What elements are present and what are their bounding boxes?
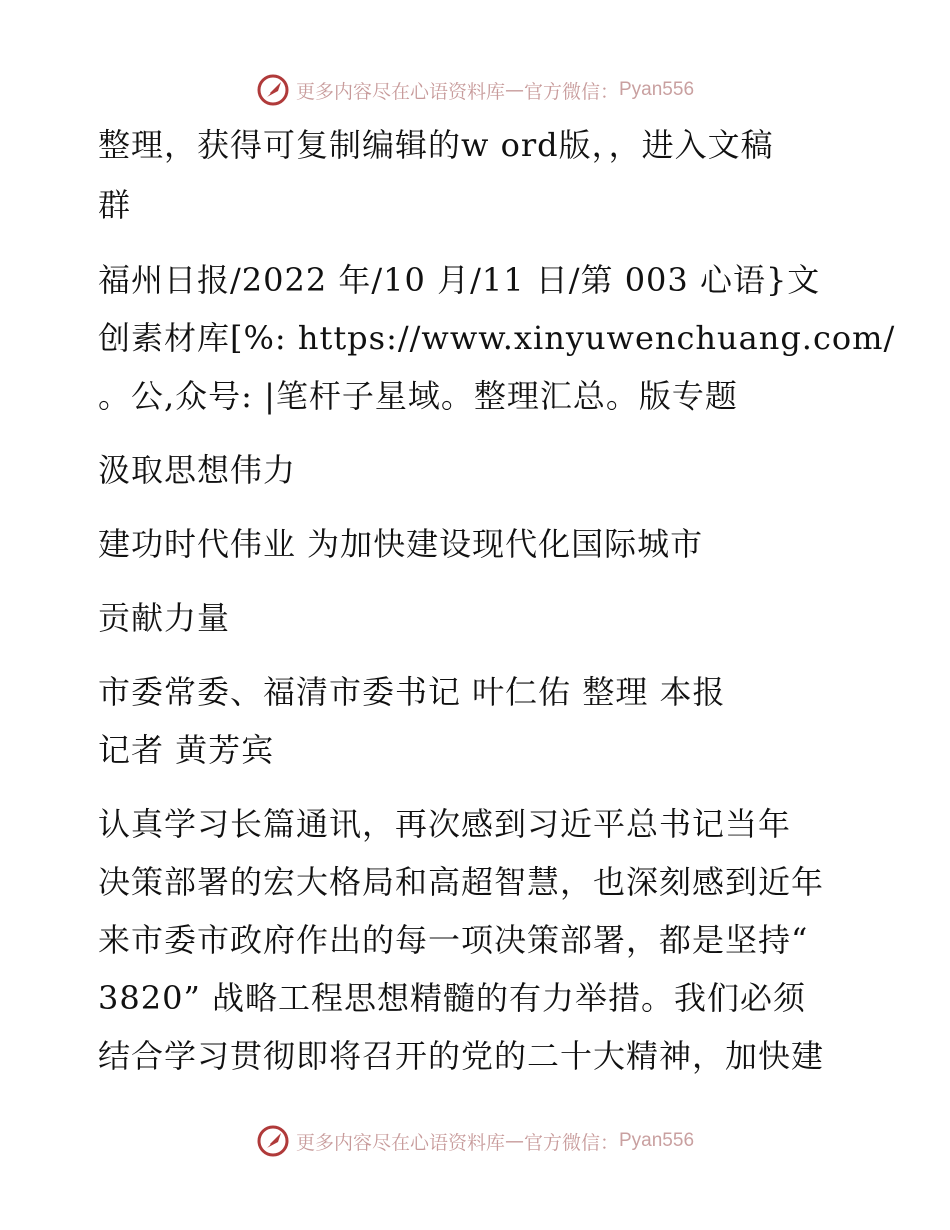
text-line-8: 贡献力量 [98, 599, 231, 637]
text-line-6: 汲取思想伟力 [98, 451, 297, 489]
wechat-label: 官方微信： [523, 80, 619, 103]
quill-logo-icon [256, 73, 290, 107]
wechat-id: Pyan556 [619, 1130, 695, 1151]
text-line-14: 3820” 战略工程思想精髓的有力举措。我们必须 [98, 979, 806, 1017]
banner-text: 更多内容尽在心语资料库 [295, 80, 505, 103]
quill-logo-icon [256, 1124, 290, 1158]
text-line-15: 结合学习贯彻即将召开的党的二十大精神，加快建 [98, 1037, 825, 1075]
text-line-9: 市委常委、福清市委书记 叶仁佑 整理 本报 [98, 673, 726, 711]
text-line-1: 整理，获得可复制编辑的w ord版，，进入文稿 [98, 126, 774, 164]
header-banner [0, 70, 950, 110]
footer-banner [0, 1121, 950, 1161]
wechat-id: Pyan556 [619, 79, 695, 100]
banner-separator: — [504, 1130, 524, 1152]
text-line-2: 群 [98, 186, 132, 224]
text-line-10: 记者 黄芳宾 [98, 731, 275, 769]
text-line-7: 建功时代伟业 为加快建设现代化国际城市 [98, 525, 704, 563]
text-line-13: 来市委市政府作出的每一项决策部署，都是坚持“ [98, 921, 809, 959]
banner-separator: — [504, 79, 524, 101]
banner-text: 更多内容尽在心语资料库 [295, 1131, 505, 1154]
text-line-12: 决策部署的宏大格局和高超智慧，也深刻感到近年 [98, 863, 825, 901]
text-line-5: 。公,众号: |笔杆子星域。整理汇总。版专题 [98, 377, 738, 415]
text-line-4: 创素材库[%: https://www.xinyuwenchuang.com/ [98, 319, 896, 357]
wechat-label: 官方微信： [523, 1131, 619, 1154]
text-line-3: 福州日报/2022 年/10 月/11 日/第 003 心语}文 [98, 261, 821, 299]
text-line-11: 认真学习长篇通讯，再次感到习近平总书记当年 [98, 805, 792, 843]
